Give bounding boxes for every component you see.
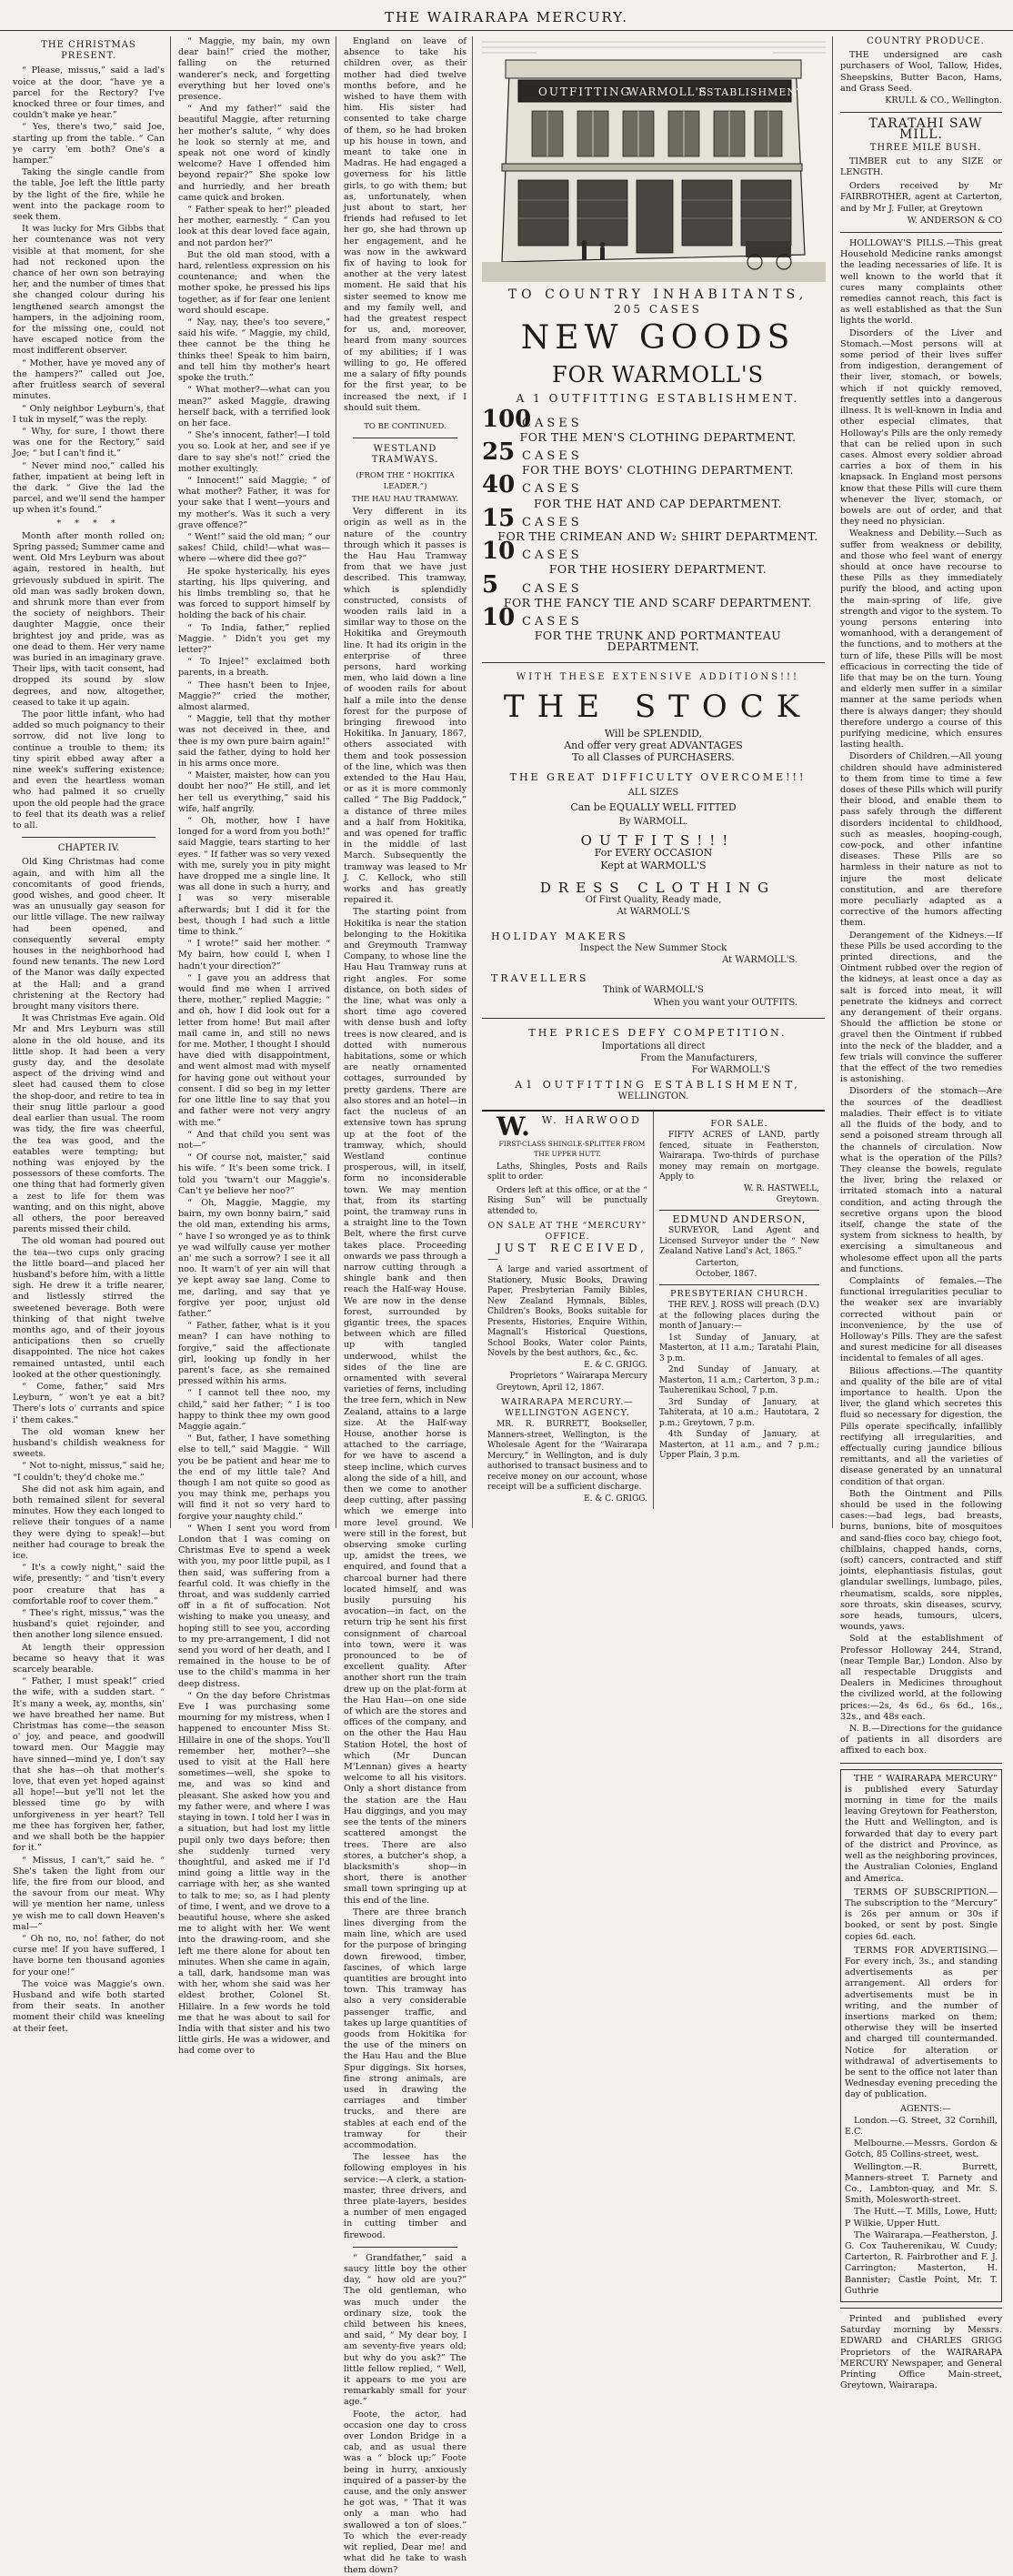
holloway-paragraph: HOLLOWAY'S PILLS.—This great Household Medicine ranks amongst the leading necessaries of life. It is well known to the world that it cures many complaints other remedies cannot reach, this fact is as well established as that the Sun lights the world.: [840, 238, 1002, 327]
case-count: 40: [482, 471, 516, 499]
anecdote: “ Grandfather,” said a saucy little boy the other day, “ how old are you?” The old gentleman, who was much under the ordinary size, took the child between his knees, and said, “ My dear boy, I am seventy-five years old; but why do you ask?” The little fellow replied, “ Well, it appears to me you are remarkably small for your age.”: [344, 2252, 466, 2408]
kept-at-warmolls: Kept at WARMOLL'S: [600, 859, 707, 871]
importations: Importations all direct: [601, 1041, 706, 1052]
inspect-stock: Inspect the New Summer Stock: [579, 942, 727, 953]
article-body: [178, 36, 330, 2058]
for-sale-title: FOR SALE.: [710, 1118, 768, 1129]
case-department: FOR THE HAT AND CAP DEPARTMENT.: [534, 496, 782, 510]
divider: [353, 2247, 457, 2248]
holloway-advertisement: [840, 238, 1002, 1757]
agent-item: The Hutt.—T. Mills, Lowe, Hutt; P Wilkie, Upper Hutt.: [845, 2207, 998, 2229]
small-ads-left: [482, 1112, 654, 1510]
paragraph: “ Not to-night, missus,” said he; “I couldn't; they'd choke me.”: [13, 1461, 165, 1483]
paragraph: “ When I sent you word from London that I was coming on Christmas Eve to spend a week with you, my poor little pupil, as I then said, was suffering from a fearful cold. It was chiefly in the throat, and was suddenly carried off in a fit of suffocation. Not wishing to make you uneasy, and hoping still to see you, according to my pre-arrangement, I did not send you word of her death, and I remained in the house to be of use to the child's mamma in her deep distress.: [178, 1523, 330, 1689]
paragraph: “ Yes, there's two,” said Joe, starting up from the table. “ Can ye carry 'em both? One's a hamper.”: [13, 122, 165, 166]
new-goods-title: NEW GOODS: [520, 319, 796, 357]
service-item: 4th Sunday of January, at Masterton, at 11 a.m., and 7 p.m.; Upper Plain, 3 p.m.: [659, 1430, 819, 1461]
to-be-continued: TO BE CONTINUED.: [364, 421, 446, 431]
agency-title: WAIRARAPA MERCURY.—WELLINGTON AGENCY.: [501, 1397, 634, 1418]
just-received: JUST RECEIVED,—: [487, 1242, 647, 1265]
divider: [840, 112, 1002, 113]
for-warmolls-2: For WARMOLL'S: [691, 1065, 770, 1076]
the-stock-title: THE STOCK: [503, 688, 813, 725]
holloway-paragraph: Complaints of females.—The functional irregularities peculiar to the weaker sex are invariably corrected without pain or inconvenience, by the use of Holloway's Pills. They are the safest and surest medicine for all diseases incidental to females of all ages.: [840, 1275, 1002, 1364]
storefront-engraving: [482, 36, 826, 282]
equally-fitted: Can be EQUALLY WELL FITTED: [570, 800, 737, 813]
cases-list: [482, 405, 825, 654]
paragraph: “ To India, father,” replied Maggie. “ Didn't you get my letter?”: [178, 622, 330, 655]
chapter-heading: CHAPTER IV.: [57, 843, 120, 854]
paragraph: At length their oppression became so heavy that it was scarcely bearable.: [13, 1642, 165, 1675]
case-word: CASES: [522, 581, 583, 596]
presb-list: [659, 1333, 819, 1462]
case-row: [482, 405, 825, 433]
mill-title: TARATAHI SAW MILL.: [868, 116, 983, 143]
to-country-inhabitants: TO COUNTRY INHABITANTS,: [507, 287, 808, 302]
column-notices: [835, 36, 1008, 2391]
divider: [840, 232, 1002, 233]
case-department: FOR THE CRIMEAN AND W₂ SHIRT DEPARTMENT.: [497, 529, 818, 544]
paragraph: Old King Christmas had come again, and with him all the concomitants of good friends, good wishes, and good cheer. It was an unusually gay season for our little village. The new railway had been opened, and consequently several empty houses in the neighborhood had found new tenants. The new Lord of the Manor was daily expected at the Hall; and a grand christening at the Rectory had brought many visitors there.: [13, 857, 165, 1012]
paragraph: “ Went!” said the old man; “ our sakes! Child, child!—what was—where —where did thee go?”: [178, 531, 330, 565]
paragraph: “ Father, father, what is it you mean? I can have nothing to forgive,” said the affectionate girl, looking up fondly in her parent's face, as she remained pressed within his arms.: [178, 1321, 330, 1387]
anderson-place: Carterton,: [696, 1258, 739, 1268]
service-item: 2nd Sunday of January, at Masterton, 11 a.m.; Carterton, 3 p.m.; Tauherenikau School, 7 p.m.: [659, 1365, 819, 1396]
case-word: CASES: [522, 615, 583, 629]
paragraph: “ Maister, maister, how can you doubt her noo?” He still, and let her tell us everything,” said his wife, half angrily.: [178, 770, 330, 814]
case-department: FOR THE MEN'S CLOTHING DEPARTMENT.: [519, 429, 797, 444]
paragraph: There are three branch lines diverging from the main line, which are used for the purpose of bringing down firewood, timber, fascines, of which large quantities are brought into town. This tramway has also a very considerable passenger traffic, and takes up large quantities of goods from Hokitika for the use of the miners on the Hau Hau and the Blue Spur diggings. Six horses, fine strong animals, are used in drawing the carriages and timber trucks, and there are stables at each end of the tramway for their accommodation.: [344, 1907, 466, 2150]
holloway-paragraph: N. B.—Directions for the guidance of patients in all disorders are affixed to each box.: [840, 1724, 1002, 1756]
terms-advertising: TERMS FOR ADVERTISING.—For every inch, 3s., and standing advertisements as per arrangement. All orders for advertisements must be in writing, and the number of insertions marked on them; otherwise they will be inserted and charged till countermanded. Notice for alteration or withdrawal of advertisements to be sent to the office not later than Wednesday evening preceding the day of publication.: [845, 1945, 998, 2100]
tramways-body: [344, 507, 466, 2241]
tramways-heading: WESTLAND TRAMWAYS.: [371, 444, 439, 466]
case-row: [482, 570, 825, 599]
paragraph: “ Oh, mother, how I have longed for a word from you both!” said Maggie, tears starting to her eyes. “ If father was so very vexed with me, surely you in pity might have dropped me a single line. It was all done in such a hurry, and I was so very miserable afterwards; but I did it for the best, though I had such a little time to think.”: [178, 816, 330, 938]
paragraph: “ Oh, Maggie, Maggie, my bairn, my own bonny bairn,” said the old man, extending his arms, “ have I so wronged ye as to think ye wad wilfully cause yer mother an' me such a sorrow? I see it all noo. It warn't of yer ain will that ye kept away sae lang. Come to me, darling, and say that ye forgive yer poor, unjust old father.”: [178, 1197, 330, 1319]
paragraph: “ I wrote!” said her mother. “ My bairn, how could I, when I hadn't your direction?”: [178, 939, 330, 971]
paragraph: “ Father speak to her!” pleaded her mother, earnestly. “ Can you look at this dear loved face again, and not pardon her?”: [178, 205, 330, 248]
agents-list: [845, 2116, 998, 2297]
purchasers-line: To all Classes of PURCHASERS.: [572, 751, 735, 764]
case-count: 25: [482, 438, 516, 467]
paragraph: “ Oh no, no, no! father, do not curse me! If you have suffered, I have borne ten thousand agonies for your one!”: [13, 1933, 165, 1977]
grigg-sign-2: E. & C. GRIGG.: [584, 1494, 647, 1504]
case-word: CASES: [522, 482, 583, 497]
holloway-paragraph: Both the Ointment and Pills should be used in the following cases:—bad legs, bad breasts, burns, bunions, bite of mosquitoes and sand-flies coco bay, chiego foot, chilblains, chapped hands, corns, (soft) cancers, contracted and stiff joints, elephantiasis fistulas, gout glandular swellings, lumbago, piles, rheumatism, scalds, sore nipples, sore throats, skin diseases, scurvy, sore heads, tumours, ulcers, wounds, yaws.: [840, 1488, 1002, 1633]
paragraph: “ Maggie, my bain, my own dear bain!” cried the mother, falling on the returned wanderer's neck, and forgetting everything but her loved one's presence.: [178, 36, 330, 103]
paragraph: The voice was Maggie's own. Husband and wife both started from their seats. In another moment their child was kneeling at their feet.: [13, 1978, 165, 2034]
grigg-sign: E. & C. GRIGG.: [584, 1360, 647, 1370]
case-word: CASES: [522, 548, 583, 563]
holloway-paragraph: Disorders of the stomach—Are the sources of the deadliest maladies. Their effect is to vitiate all the fluids of the body, and to send a poisoned stream through all the channels of circulation. Now what is the operation of the Pills? They cleanse the bowels, regulate the liver, bring the relaxed or irritated stomach into a natural condition, and acting through the secretive organs upon the blood itself, change the state of the system from sickness to health, by exercising a simultaneous and wholesome effect upon all the parts and functions.: [840, 1086, 1002, 1274]
mercury-sale-title: ON SALE AT THE “MERCURY” OFFICE.: [487, 1221, 647, 1242]
tramways-source: (FROM THE “ HOKITIKA LEADER.”): [356, 470, 455, 491]
case-word: CASES: [522, 449, 583, 464]
case-count: 10: [482, 604, 516, 632]
with-these-additions: WITH THESE EXTENSIVE ADDITIONS!!!: [516, 671, 800, 682]
sign-warmolls: WARMOLL'S: [627, 86, 708, 98]
produce-title: COUNTRY PRODUCE.: [867, 36, 985, 46]
mill-orders: Orders received by Mr FAIRBROTHER, agent at Carterton, and by Mr J. Fuller, at Greytown: [840, 181, 1002, 214]
warmolls-advertisement: [475, 36, 833, 1528]
paragraph: Very different in its origin as well as in the nature of the country through which it passes is the Hau Hau Tramway from that we have just described. This tramway, which is splendidly constructed, consists of wooden rails laid in a similar way to those on the Hokitika and Greymouth line. It had its origin in the enterprise of three persons, hard working men, who laid down a line of wooden rails for about half a mile into the dense forest for the purpose of bringing firewood into Hokitika. In January, 1867, others associated with them and took possession of the line, which was then extended to the Hau Hau, or as it is more commonly called “ The Big Paddock,” a distance of three miles and a half from Hokitika, and was opened for traffic in the middle of last March. Subsequently the tramway was leased to Mr J. C. Kellock, who still works and has greatly repaired it.: [344, 507, 466, 906]
dress-clothing-title: DRESS CLOTHING: [539, 879, 777, 896]
for-sale-body: FIFTY ACRES of LAND, partly fenced, situate in Featherston, Wairarapa. Two-thirds of purchase money may remain on mortgage. Apply to: [659, 1131, 819, 1182]
paragraph: She did not ask him again, and both remained silent for several minutes. How they each longed to relieve their tongues of a name they were dying to speak!—but neither had courage to break the ice.: [13, 1484, 165, 1562]
storefront-illustration: [482, 36, 826, 282]
advantages-line: And offer very great ADVANTAGES: [564, 740, 743, 752]
anderson-body: SURVEYOR, Land Agent and Licensed Surveyor under the “ New Zealand Native Land's Act, 1865.”: [659, 1226, 819, 1257]
divider: [22, 837, 155, 838]
case-row: [482, 504, 825, 532]
sign-outfitting: OUTFITTING: [538, 86, 632, 98]
paragraph: The old woman knew her husband's childish weakness for sweets.: [13, 1426, 165, 1460]
outfits-title: OUTFITS!!!: [580, 832, 736, 850]
presb-title: PRESBYTERIAN CHURCH.: [670, 1288, 808, 1299]
paragraph: “ On the day before Christmas Eve I was purchasing some mourning for my mistress, when I happened to encounter Miss St. Hillaire in one of the shops. You'll remember her, mother?—she used to visit at the Hall here sometimes—well, she spoke to me, and was so kind and pleasant. She asked how you and my father were, and where I was staying in town. I told her I was in a situation, but had lost my little pupil only two days before; then she suddenly turned very thoughtful, and asked me if I'd mind going a little way in the carriage with her, as she wanted to talk to me; so, as I had plenty of time, I went, and we drove to a beautiful house, where she asked me to alight with her. We went into the drawing-room, and she left me there alone for about ten minutes. When she came in again, a tall, dark, handsome man was with her, whom she said was her eldest brother, Colonel St. Hillaire. In a few words he told me that he was about to sail for India with that sister and his two little girls. He was a widower, and had come over to: [178, 1690, 330, 2057]
a1-outfitting-2: A1 OUTFITTING ESTABLISHMENT,: [515, 1078, 801, 1091]
paragraph: “ Never mind noo,” called his father, impatient at being left in the dark. “ Give the lad the parcel, and we'll send the hamper up when it's found.”: [13, 460, 165, 516]
mill-sign: W. ANDERSON & CO: [907, 215, 1002, 226]
case-row: [482, 471, 825, 499]
paragraph: “ And my father!” said the beautiful Maggie, after returning her mother's salute, “ why does he look so sternly at me, and speak not one word of kindly welcome? Have I offended him beyond repair?” She spoke low and hurriedly, and her breath came quick and broken.: [178, 104, 330, 203]
difficulty-overcome: THE GREAT DIFFICULTY OVERCOME!!!: [509, 771, 807, 784]
harwood-title: W. W. HARWOOD: [496, 1111, 642, 1142]
holiday-block: [482, 931, 825, 967]
mercury-info: THE “ WAIRARAPA MERCURY” is published every Saturday morning in time for the mails leaving Greytown for Featherston, the Hutt and Wellington, and is forwarded that day to every part of the district and Province, as well as the neighboring provinces, the Australian Colonies, England and America.: [845, 1773, 998, 1884]
mill-timber: TIMBER cut to any SIZE or LENGTH.: [840, 156, 1002, 178]
terms-subscription: TERMS OF SUBSCRIPTION.—The subscription to the “Mercury” is 26s per annum or 30s if booked, or sent by post. Single copies 6d. each.: [845, 1887, 998, 1942]
travellers: TRAVELLERS: [491, 972, 589, 985]
paragraph: But the old man stood, with a hard, relentless expression on his countenance; and when the mother spoke, he pressed his lips together, as if for fear one lenient word should escape.: [178, 249, 330, 316]
agent-item: Wellington.—R. Burrett, Manners-street T. Parnety and Co., Lambton-quay, and Mr. S. Smith, Molesworth-street.: [845, 2161, 998, 2206]
paragraph: The old woman had poured out the tea—two cups only gracing the little board—and placed her husband's before him, with a little sigh. He drew it a trifle nearer, and listlessly stirred the sweetened beverage. Both were thinking of that night twelve months ago, and of their joyous anticipations then so cruelly disappointed. The nice hot cakes remained untasted, until each looked at the other questioningly.: [13, 1236, 165, 1380]
case-department: FOR THE HOSIERY DEPARTMENT.: [548, 562, 767, 577]
hastwell: W. R. HASTWELL,: [743, 1183, 819, 1193]
hastwell-place: Greytown.: [776, 1195, 819, 1205]
holloway-paragraph: Derangement of the Kidneys.—If these Pills be used according to the printed directions, and the Ointment rubbed over the region of the kidneys, at least once a day as salt is forced into meat, it will penetrate the kidneys and correct any derangement of their organs. Should the affliction be stone or gravel then the Ointment if rubbed into the neck of the bladder, and a few trials will convince the sufferer that the effect of the two remedies is astonishing.: [840, 930, 1002, 1085]
krull-sign: KRULL & CO., Wellington.: [885, 96, 1002, 106]
column-christmas-present: [7, 36, 171, 2034]
paragraph: “ I cannot tell thee noo, my child,” said her father; “ I is too happy to think thee my own good Maggie again.”: [178, 1388, 330, 1432]
wellington: WELLINGTON.: [617, 1091, 689, 1102]
paragraph: He spoke hysterically, his eyes starting, his lips quivering, and his limbs trembling so, that he was forced to support himself by holding the back of his chair.: [178, 566, 330, 621]
from-manufacturers: From the Manufacturers,: [640, 1053, 757, 1064]
paragraph: “ But, father, I have something else to tell,” said Maggie. “ Will you be be patient and hear me to the end of my little tale? And though I am not quite so good as you may think me, perhaps you will find it not so very hard to forgive your naughty child.”: [178, 1434, 330, 1522]
paragraph: “ Only neighbor Leyburn's, that I tuk in myself,” was the reply.: [13, 403, 165, 425]
holloway-paragraph: Weakness and Debility.—Such as suffer from weakness or debility, and those who feel want of energy should at once have recourse to these Pills as they immediately purify the blood, and acting upon the main-spring of life, give strength and vigor to the system. To young persons entering into womanhood, with a derangement of the functions, and to mothers at the turn of life, these Pills will be most efficacious in correcting the tide of life that may be on the turn. Young and elderly men suffer in a similar manner at the same periods when there is always danger; they should therefore undergo a course of this purifying medicine, which ensures lasting health.: [840, 528, 1002, 750]
paragraph: The starting point from Hokitika is near the station belonging to the Hokitika and Greymouth Tramway Company, to whose line the Hau Hau Tramway runs at right angles. For some distance, on both sides of the line, what was only a short time ago covered with dense bush and lofty trees is now cleared, and is dotted with numerous habitations, some or which are neatly ornamented cottages, surrounded by pretty gardens. There are also stores and an hotel—in fact the nucleus of an extensive town has sprung up at the foot of the tramway, which, should Westland continue prosperous, will, in itself, form no inconsiderable town. We may mention that, from its starting point, the tramway runs in a straight line to the Town Belt, where the first curve takes place. Proceeding onwards we pass through a narrow cutting through a shingle bank and then reach the Half-way House. We are now in the dense forest, surrounded by gigantic trees, the spaces between which are filled up with tangled underwood, whilst the sides of the line are ornamented with several varieties of ferns, including the tree fern, which in New Zealand, attains to a large size. At the Half-way House, another horse is attached to the carriage, for we have to ascend a steep incline, which curves along the side of a hill, and then we come to another deep cutting, after passing which we emerge into more level ground. We were still in the forest, but observing smoke curling up, amidst the trees, we enquired, and found that a charcoal burner had there located himself, and was busily pursuing his avocation—in fact, on the return trip he sent his first consignment of charcoal into town, were it was pronounced to be of excellent quality. After another short run the train drew up on the plat-form at the Hau Hau—on one side of which are the stores and offices of the company, and on the other the Hau Hau Station Hotel, the host of which (Mr Duncan M'Lennan) gives a hearty welcome to all his visitors. Only a short distance from the station are the Hau Hau diggings, and you may see the tents of the miners scattered amongst the trees. There are also stores, a butcher's shop, a blacksmith's shop—in short, there is another small town springing up at this end of the line.: [344, 907, 466, 1906]
paragraph: The lessee has the following employes in his service:—A clerk, a station-master, three drivers, and three plate-layers, besides a number of men engaged in cutting timber and firewood.: [344, 2152, 466, 2240]
holloway-paragraph: Disorders of the Liver and Stomach.—Most persons will at some period of their lives suffer from indigestion, derangement of their liver, stomach, or bowels, which if not quickly removed, frequently settles into a dangerous illness. It is well-known in India and other especial climates, that Holloway's Pills are the only remedy that can be relied upon in such cases. Almost every soldier abroad carries a box of them in his knapsack. In England most persons know that these Pills will cure them whenever the liver, stomach, or bowels are out of order, and that they need no physician.: [840, 327, 1002, 528]
case-row: [482, 438, 825, 467]
divider: [840, 1763, 1002, 1764]
grigg-date: Greytown, April 12, 1867.: [496, 1383, 605, 1393]
column-tramways: [338, 36, 473, 2575]
paragraph: “ She's innocent, father!—I told you so. Look at her, and see if ye dare to say she's not!” cried the mother exultingly.: [178, 430, 330, 474]
article-body-2: [13, 531, 165, 831]
a1-outfitting: A 1 OUTFITTING ESTABLISHMENT.: [516, 392, 800, 406]
outfits-want: When you want your OUTFITS.: [653, 997, 797, 1008]
agent-item: London.—G. Street, 32 Cornhill, E.C.: [845, 2115, 998, 2137]
anderson-title: EDMUND ANDERSON,: [672, 1213, 807, 1225]
paragraph: “ It's a cowly night,” said the wife, presently; “ and 'tisn't every poor creature that has a comfortable roof to cover them.”: [13, 1563, 165, 1606]
mill-sub: THREE MILE BUSH.: [869, 142, 982, 153]
case-count: 5: [482, 570, 499, 599]
grigg-sub: Proprietors “ Wairarapa Mercury: [509, 1372, 647, 1382]
by-warmoll: By WARMOLL.: [618, 817, 688, 828]
sign-establishment: ESTABLISHMENT: [698, 86, 805, 98]
holloway-paragraph: Sold at the establishment of Professor Holloway 244, Strand, (near Temple Bar,) London. Also by all respectable Druggists and Dealers in Medicines throughout the civilized world, at the following prices:—2s, 4s 6d., 6s 6d., 16s., 32s., and 48s each.: [840, 1634, 1002, 1722]
paragraph: “ Please, missus,” said a lad's voice at the door, “have ye a parcel for the Rectory? I've knocked three or four times, and couldn't make ye hear.”: [13, 65, 165, 121]
paragraph: Taking the single candle from the table, Joe left the little party by the light of the fire, while he went into the package room to seek them.: [13, 167, 165, 223]
agent-item: Melbourne.—Messrs. Gordon & Gotch, 85 Collins-street, west.: [845, 2138, 998, 2160]
paragraph: “ Maggie, tell that thy mother was not deceived in thee, and thee is my own pure bairn again!” said the father, dying to hold her in his arms once more.: [178, 714, 330, 769]
paragraph: It was lucky for Mrs Gibbs that her countenance was not very visible at that moment, for she had not reckoned upon the chance of her own son betraying her, and the number of times that she changed colour during his lengthened search amongst the hampers, in the adjoining room, for the missing one, could not have escaped notice from the most indifferent observer.: [13, 224, 165, 357]
small-ads: [482, 1110, 825, 1510]
article-body-3: [13, 857, 165, 2034]
mercury-info-box: [840, 1769, 1002, 2302]
holloway-paragraph: Disorders of Children.—All young children should have administered to them from time to time a few doses of these Pills which will purify their blood, and enable them to pass safely through the different disorders incidental to childhood, such as measles, hooping-cough, cow-pock, and other infantine diseases. These Pills are so harmless in their nature as not to injure the most delicate constitution, and are therefore more peculiarly adapted as a corrective of the humors affecting them.: [840, 751, 1002, 929]
paragraph: Month after month rolled on; Spring passed; Summer came and went. Old Mrs Leyburn was about again, restored in health, but grievously subdued in spirit. The old man was sadly broken down, and shrunk more than ever from the society of neighbors. Their daughter Maggie, once their brightest joy and pride, was as one dead to them. Her very name was buried in an imaginary grave. Their lips, with tacit consent, had dropped its sound by slow degrees, and now, altogether, ceased to take it up again.: [13, 530, 165, 708]
at-warmolls: At WARMOLL'S: [617, 907, 690, 918]
think-of-warmolls: Think of WARMOLL'S: [603, 985, 704, 996]
tramways-subheading: THE HAU HAU TRAMWAY.: [351, 494, 459, 504]
mercury-sale-body: A large and varied assortment of Stationery, Music Books, Drawing Paper, Presbyterian Family Bibles, New Zealand Hymnals, Bibles, Children's Books, Books suitable for Presents, Histories, Enquire Within, Magnall's Historical Questions, School Books, Water color Paints, Novels by the best authors, &c., &c.: [487, 1265, 647, 1359]
paragraph: “ To Injee!” exclaimed both parents, in a breath.: [178, 657, 330, 679]
paragraph: “ Father, I must speak!” cried the wife, with a sudden start. “ It's many a week, ay, months, sin' we have breathed her name. But Christmas has come—the season o' joy, and peace, and goodwill toward men. Our Maggie may have sinned—mind ye, I don't say that she has—oh that mother's love, that even yet hoped against all hope!—but ye'll not let the blessed time go by with unforgiveness in yer heart? Tell me thee has forgiven her, father, and we shall both be the happier for it.”: [13, 1676, 165, 1854]
harwood-sub: FIRST-CLASS SHINGLE-SPLITTER FROM THE UPPER HUTT.: [498, 1139, 646, 1159]
harwood-orders: Orders left at this office, or at the “ Rising Sun” will be punctually attended to.: [487, 1185, 647, 1216]
masthead-title: THE WAIRARAPA MERCURY.: [384, 9, 629, 25]
presb-body: THE REV. J. ROSS will preach (D.V.) at the following places during the month of January:—: [659, 1301, 819, 1332]
paragraph: “ Thee hasn't been to Injee, Maggie?” cried the mother, almost alarmed.: [178, 679, 330, 712]
case-row: [482, 538, 825, 566]
service-item: 1st Sunday of January, at Masterton, at 11 a.m.; Taratahi Plain, 3 p.m.: [659, 1333, 819, 1363]
paragraph: The poor little infant, who had added so much poignancy to their sorrow, did not live long to continue a trouble to them; its tiny spirit ebbed away after a nine week's suffering existence; and even the heartless woman who had palmed it so cruelly upon the old people had the grace to feel that its death was a relief to all.: [13, 709, 165, 831]
agents-title: AGENTS:—: [900, 2103, 951, 2114]
article-heading: THE CHRISTMAS PRESENT.: [41, 40, 136, 62]
divider: [659, 1284, 819, 1285]
cases-count: 205 CASES: [614, 303, 702, 317]
divider: [659, 1210, 819, 1211]
case-count: 15: [482, 504, 516, 532]
paragraph: “ Innocent!” said Maggie; “ of what mother? Father, it was for your sake that I went—yours and my mother's. Was it such a very grave offence?”: [178, 475, 330, 530]
service-item: 3rd Sunday of January, at Tahiterata, at 10 a.m.; Hautotara, 2 p.m.; Greytown, 7 p.m.: [659, 1397, 819, 1428]
case-count: 10: [482, 538, 516, 566]
holloway-paragraph: Bilious affections.—The quantity and quality of the bile are of vital importance to health. Upon the liver, the gland which secretes this fluid so necessary for digestion, the Pills operate specifically, infallibly rectifying all irregularities, and effectually curing jaundice bilious remittants, and all the varieties of disease generated by an unnatural condition of that organ.: [840, 1365, 1002, 1487]
every-occasion: For EVERY OCCASION: [594, 847, 713, 860]
anecdote: Foote, the actor, had occasion one day to cross over London Bridge in a cab, and as usual there was a “ block up;” Foote being in hurry, anxiously inquired of a passer-by the cause, and the only answer he got was, “ That it was only a man who had swallowed a ton of sloes.” To which the ever-ready wit replied, Dear me! and what did he take to wash them down?: [344, 2409, 466, 2575]
paragraph: “ I gave you an address that would find me when I arrived there, mother,” replied Maggie; “ and oh, how I did look out for a letter from home! But mail after mail came in, and still no news for me. Mother, I thought I should have died with disappointment, and went almost mad with myself for having gone out without your consent. I did so beg in my letter for one little line to say that you and father were not very angry with me.”: [178, 972, 330, 1128]
paragraph: “ Nay, nay, thee's too severe,” said his wife. “ Maggie, my child, thee cannot be the thing he thinks thee! Speak to him bairn, and tell him thy mother's heart spoke the truth.”: [178, 317, 330, 384]
paragraph: “ Come, father,” said Mrs Leyburn, “ won't ye eat a bit? There's lots o' currants and spice i' them cakes.”: [13, 1381, 165, 1425]
case-word: CASES: [522, 416, 583, 430]
paragraph: “ Of course not, maister,” said his wife. “ It's been some trick. I told you 'twarn't our Maggie's. Can't ye believe her noo?”: [178, 1152, 330, 1196]
section-stars: * * * *: [56, 518, 121, 528]
paragraph: “ And that child you sent was not—”: [178, 1129, 330, 1151]
prices-defy: THE PRICES DEFY COMPETITION.: [528, 1026, 787, 1039]
story-end: England on leave of absence to take his children over, as their mother had died twelve months before, and he wished to have them with him. His sister had consented to take charge of them, so he had broken up his house in town, and meant to take one in Madras. He had engaged a governess for his little girls, to go with them; but as, unfortunately, when just about to start, her friends had refused to let her go, she had thrown up her engagement, and he was now in the awkward fix of having to look for another at the very latest moment. He said that his sister seemed to know me and my family well, and had the greatest respect for us, and, moreover, heard from many sources of my abilities; if I was willing to go, He offered me a salary of fifty pounds for the first year, to be increased the next, if I should suit them.: [344, 36, 466, 413]
harwood-body: Laths, Shingles, Posts and Rails split to order.: [487, 1162, 647, 1182]
paragraph: “ Missus, I can't,” said he. “ She's taken the light from our life, the fire from our blood, and the savour from our meat. Why will ye mention her name, unless ye wish me to call down Heaven's mal—”: [13, 1855, 165, 1932]
agency-body: MR. R. BURRETT, Bookseller, Manners-street, Wellington, is the Wholesale Agent for the “Wairarapa Mercury,” in Wellington, and is duly authorised to transact business and to receive money on our account, whose receipt will be a sufficient discharge.: [487, 1420, 647, 1493]
column-christmas-continued: [173, 36, 336, 2057]
paragraph: “ Why, for sure, I thowt there was one for the Rectory,” said Joe; “ but I can't find it.”: [13, 426, 165, 459]
case-department: FOR THE FANCY TIE AND SCARF DEPARTMENT.: [503, 595, 813, 609]
anecdotes: [344, 2253, 466, 2576]
produce-body: THE undersigned are cash purchasers of Wool, Tallow, Hides, Sheepskins, Butter Bacon, Hams, and Grass Seed.: [840, 50, 1002, 94]
at-warmolls-2: At WARMOLL'S.: [722, 954, 797, 965]
splendid-line: Will be SPLENDID,: [604, 727, 703, 740]
paragraph: “ Mother, have ye moved any of the hampers?” called out Joe, after fruitless search of several minutes.: [13, 357, 165, 402]
case-department: FOR THE TRUNK AND PORTMANTEAU DEPARTMENT.: [534, 629, 782, 654]
for-warmolls-title: FOR WARMOLL'S: [551, 362, 765, 388]
paragraph: It was Christmas Eve again. Old Mr and Mrs Leyburn was still alone in the old house, and its little shop. It had been a very gusty day, and the desolate aspect of the driving wind and sleet had caused them to close the shop-door, and retire to tea in their snug little parlour a good deal earlier than usual. The room was tidy, the fire was cheerful, the tea was good, and the eatables were tempting; but nothing was enjoyed by the possessors of these comforts. The one thing that had formerly given a zest to life for them was wanting, and on this night, above all others, the poor bereaved parents missed their child.: [13, 1013, 165, 1235]
divider: [482, 662, 825, 663]
case-row: [482, 604, 825, 632]
all-sizes: ALL SIZES: [627, 787, 679, 798]
masthead: [0, 0, 1013, 31]
holiday-makers: HOLIDAY MAKERS: [491, 930, 628, 942]
paragraph: “ Thee's right, missus,” was the husband's quiet rejoinder, and then another long silence ensued.: [13, 1608, 165, 1641]
small-ads-right: [654, 1112, 825, 1510]
divider: [482, 1018, 825, 1019]
travellers-block: [482, 973, 825, 1009]
divider: [840, 2308, 1002, 2309]
case-count: 100: [482, 405, 532, 433]
paragraph: “ What mother?—what can you mean?” asked Maggie, drawing herself back, with a terrified look on her face.: [178, 385, 330, 428]
agent-item: The Wairarapa.—Featherston, J. G. Cox Tauherenikau, W. Cuudy; Carterton, R. Fairbrother and F. J. Carrington; Masterton, H. Bannister; Castle Point, Mr. T. Guthrie: [845, 2229, 998, 2296]
case-department: FOR THE BOYS' CLOTHING DEPARTMENT.: [521, 463, 795, 478]
article-body: [13, 65, 165, 516]
printed-by: Printed and published every Saturday morning by Messrs. EDWARD and CHARLES GRIGG Proprietors of the WAIRARAPA MERCURY Newspaper, and General Printing Office Main-street, Greytown, Wairarapa.: [840, 2314, 1002, 2391]
anderson-date: October, 1867.: [696, 1270, 757, 1280]
first-quality: Of First Quality, Ready made,: [585, 895, 722, 906]
case-word: CASES: [522, 515, 583, 529]
